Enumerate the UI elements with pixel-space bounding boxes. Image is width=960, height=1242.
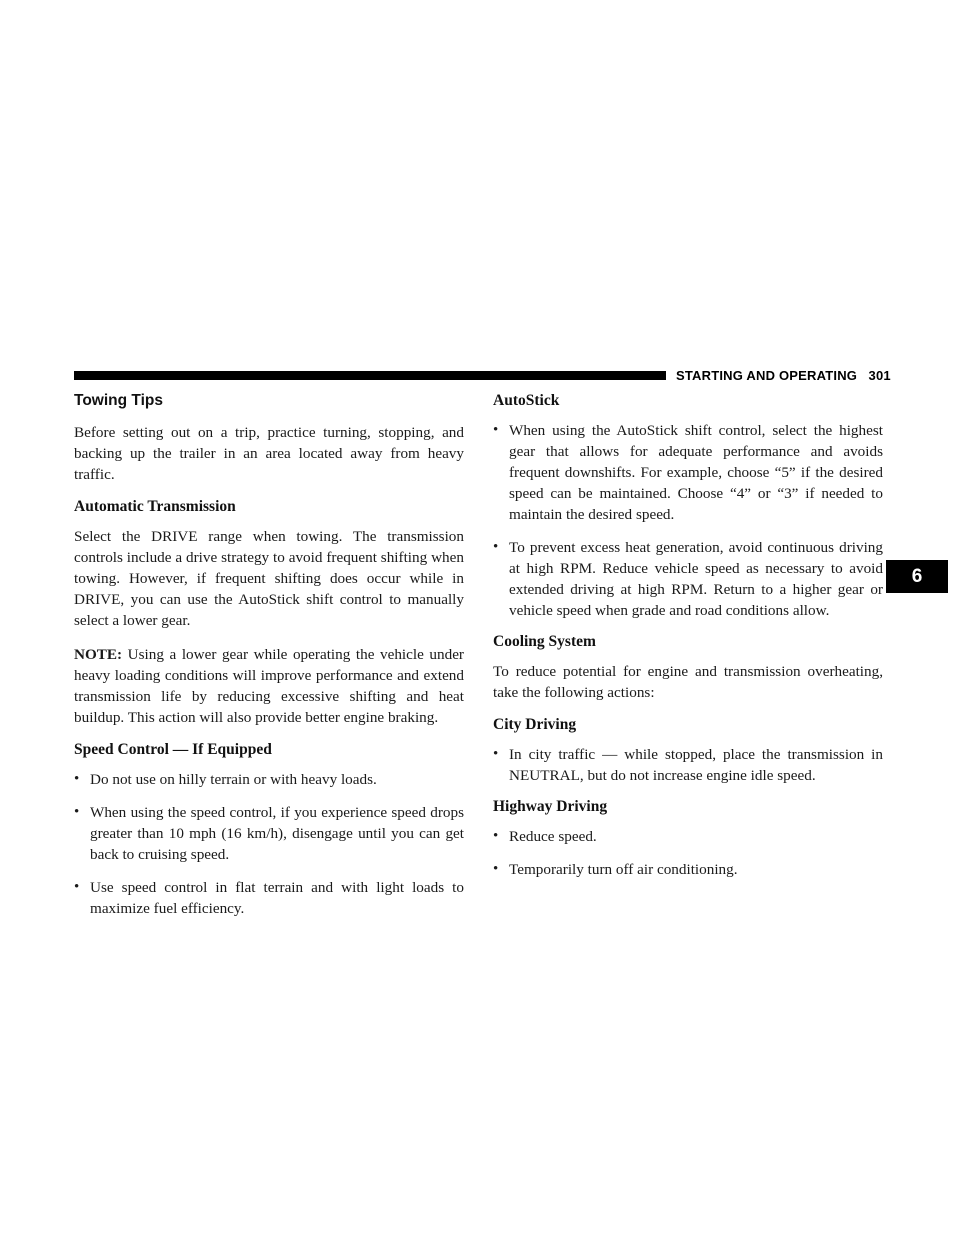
page-number: 301 (868, 368, 891, 383)
list-item: • To prevent excess heat generation, avoid continuous driving at high RPM. Reduce vehicle speed as necessary to avoid extended driving at high RPM. Return to a higher gear or vehicle speed when grade and road conditions allow. (493, 539, 883, 619)
note-text: Using a lower gear while operating the vehicle under heavy loading conditions will improve performance and extend transmission life by reducing excessive shifting and heat buildup. This action will also provide better engine braking. (74, 646, 464, 726)
intro-paragraph: Before setting out on a trip, practice turning, stopping, and backing up the trailer in an area located away from heavy traffic. (74, 424, 464, 483)
speed-control-list (74, 769, 464, 919)
bullet-icon: • (493, 422, 499, 438)
running-header (676, 368, 891, 383)
list-item: • In city traffic — while stopped, place the transmission in NEUTRAL, but do not increase engine idle speed. (493, 746, 883, 784)
bullet-icon: • (493, 539, 499, 555)
left-column (74, 388, 464, 931)
note-label: NOTE: (74, 646, 123, 663)
city-driving-heading: City Driving (493, 716, 577, 733)
section-title: Towing Tips (74, 392, 163, 409)
autostick-heading: AutoStick (493, 392, 560, 409)
bullet-icon: • (493, 861, 499, 877)
bullet-icon: • (493, 828, 499, 844)
header-title: STARTING AND OPERATING (676, 368, 858, 383)
cooling-system-paragraph: To reduce potential for engine and transmission overheating, take the following actions: (493, 663, 883, 701)
list-item: • Do not use on hilly terrain or with heavy loads. (74, 771, 377, 788)
list-item: • Temporarily turn off air conditioning. (493, 861, 738, 878)
chapter-tab: 6 (886, 560, 948, 593)
list-item: • Use speed control in flat terrain and with light loads to maximize fuel efficiency. (74, 879, 464, 917)
bullet-icon: • (493, 746, 499, 762)
highway-driving-heading: Highway Driving (493, 798, 608, 815)
city-driving-list (493, 744, 883, 786)
bullet-icon: • (74, 879, 80, 895)
list-item: • Reduce speed. (493, 828, 597, 845)
speed-control-heading: Speed Control — If Equipped (74, 741, 272, 758)
autostick-list (493, 420, 883, 621)
list-item: • When using the speed control, if you experience speed drops greater than 10 mph (16 km/h), disengage until you can get back to cruising speed. (74, 804, 464, 863)
header-rule (74, 371, 666, 380)
automatic-transmission-heading: Automatic Transmission (74, 498, 236, 515)
automatic-transmission-paragraph: Select the DRIVE range when towing. The transmission controls include a drive strategy to avoid frequent shifting when towing. However, if frequent shifting does occur while in DRIVE, you can use the AutoStick shift control to manually select a lower gear. (74, 528, 464, 629)
list-item: • When using the AutoStick shift control, select the highest gear that allows for adequate performance and avoids frequent downshifts. For example, choose “5” if the desired speed can be maintained. Choose “4” or “3” if needed to maintain the desired speed. (493, 422, 883, 523)
highway-driving-list (493, 826, 883, 880)
right-column (493, 388, 883, 892)
cooling-system-heading: Cooling System (493, 633, 596, 650)
bullet-icon: • (74, 804, 80, 820)
note-paragraph (74, 644, 464, 728)
bullet-icon: • (74, 771, 80, 787)
